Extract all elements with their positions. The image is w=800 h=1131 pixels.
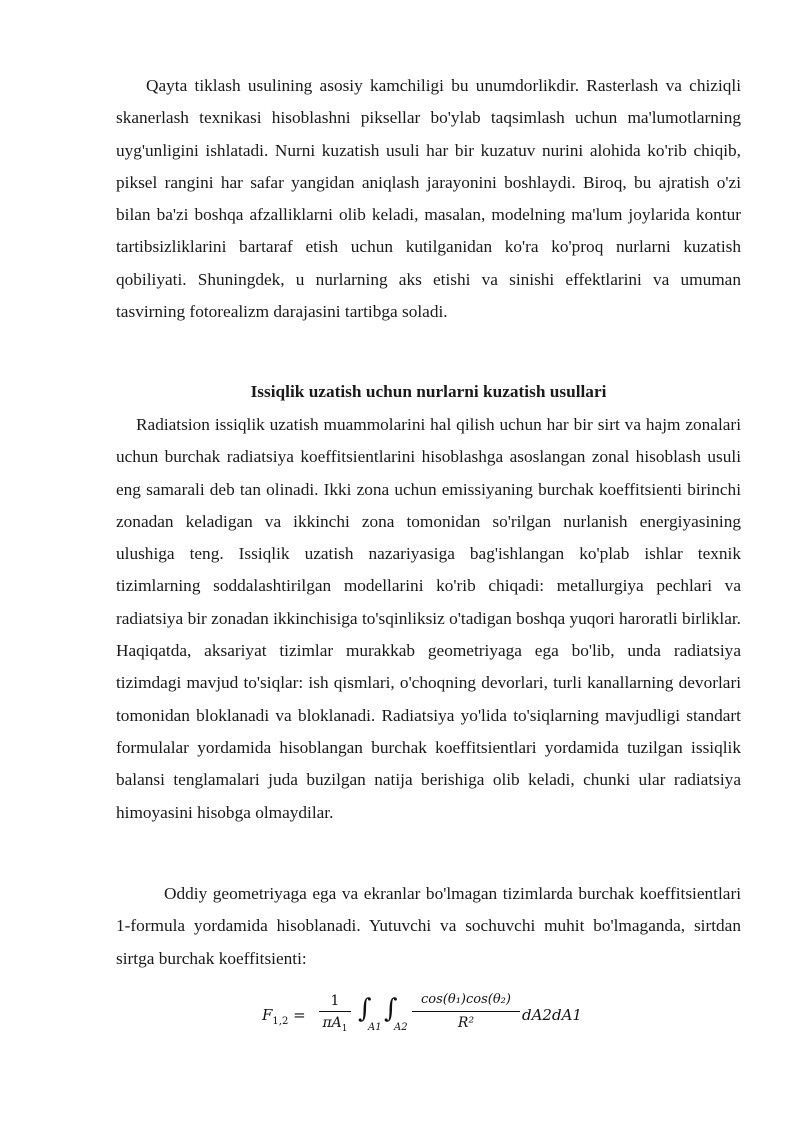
integral-1-subscript: A1	[368, 1022, 382, 1033]
section-heading: Issiqlik uzatish uchun nurlarni kuzatish usullari	[250, 382, 607, 401]
formula-differentials: dA2dA1	[522, 1006, 582, 1024]
paragraph-1: Qayta tiklash usulining asosiy kamchiligi bu unumdorlikdir. Rasterlash va chiziqli skanerlash texnikasi hisoblashni piksellar bo'ylab taqsimlash uchun ma'lumotlarning uyg'unligini ishlatadi. Nurni kuzatish usuli har bir kuzatuv nurini alohida ko'rib chiqib, piksel rangini har safar yangidan aniqlash jarayonini boshlaydi. Biroq, bu ajratish o'zi bilan ba'zi boshqa afzalliklarni olib keladi, masalan, modelning ma'lum joylarida kontur tartibsizliklarini bartaraf etish uchun kutilganidan ko'ra ko'proq nurlarni kuzatish qobiliyati. Shuningdek, u nurlarning aks etishi va sinishi effektlarini va umuman tasvirning fotorealizm darajasini tartibga soladi.	[116, 76, 741, 322]
integral-2-subscript: A2	[394, 1022, 408, 1033]
formula-fraction: cos(θ₁)cos(θ₂) R²	[412, 990, 520, 1033]
integral-sign-1: ∫	[358, 994, 372, 1024]
paragraph-2: Radiatsion issiqlik uzatish muammolarini hal qilish uchun har bir sirt va hajm zonalari uchun burchak radiatsiya koeffitsientlarini hisoblashga asoslangan zonal hisoblash usuli eng samarali deb tan olinadi. Ikki zona uchun emissiyaning burchak koeffitsienti birinchi zonadan keladigan va ikkinchi zona tomonidan so'rilgan nurlanish energiyasining ulushiga teng. Issiqlik uzatish nazariyasiga bag'ishlangan ko'plab ishlar texnik tizimlarning soddalashtirilgan modellarini ko'rib chiqadi: metallurgiya pechlari va radiatsiya bir zonadan ikkinchisiga to'sqinliksiz o'tadigan boshqa yuqori haroratli birliklar. Haqiqatda, aksariyat tizimlar murakkab geometriyaga ega bo'lib, unda radiatsiya tizimdagi mavjud to'siqlar: ish qismlari, o'choqning devorlari, turli kanallarning devorlari tomonidan bloklanadi va bloklanadi. Radiatsiya yo'lida to'siqlarning mavjudligi standart formulalar yordamida hisoblangan burchak koeffitsientlari yordamida tuzilgan issiqlik balansi tenglamalari juda buzilgan natija berishiga olib keladi, chunki ular radiatsiya himoyasini hisobga olmaydilar.	[116, 415, 741, 822]
integral-sign-2: ∫	[384, 994, 398, 1024]
paragraph-3: Oddiy geometriyaga ega va ekranlar bo'lmagan tizimlarda burchak koeffitsientlari 1-formula yordamida hisoblanadi. Yutuvchi va sochuvchi muhit bo'lmaganda, sirtdan sirtga burchak koeffitsienti:	[116, 884, 741, 968]
formula-coefficient: 1 $\pi A_1$	[319, 992, 351, 1039]
formula-angular-coefficient	[262, 988, 592, 1048]
formula-lhs: $F_{1,2}$ =	[262, 1006, 306, 1027]
